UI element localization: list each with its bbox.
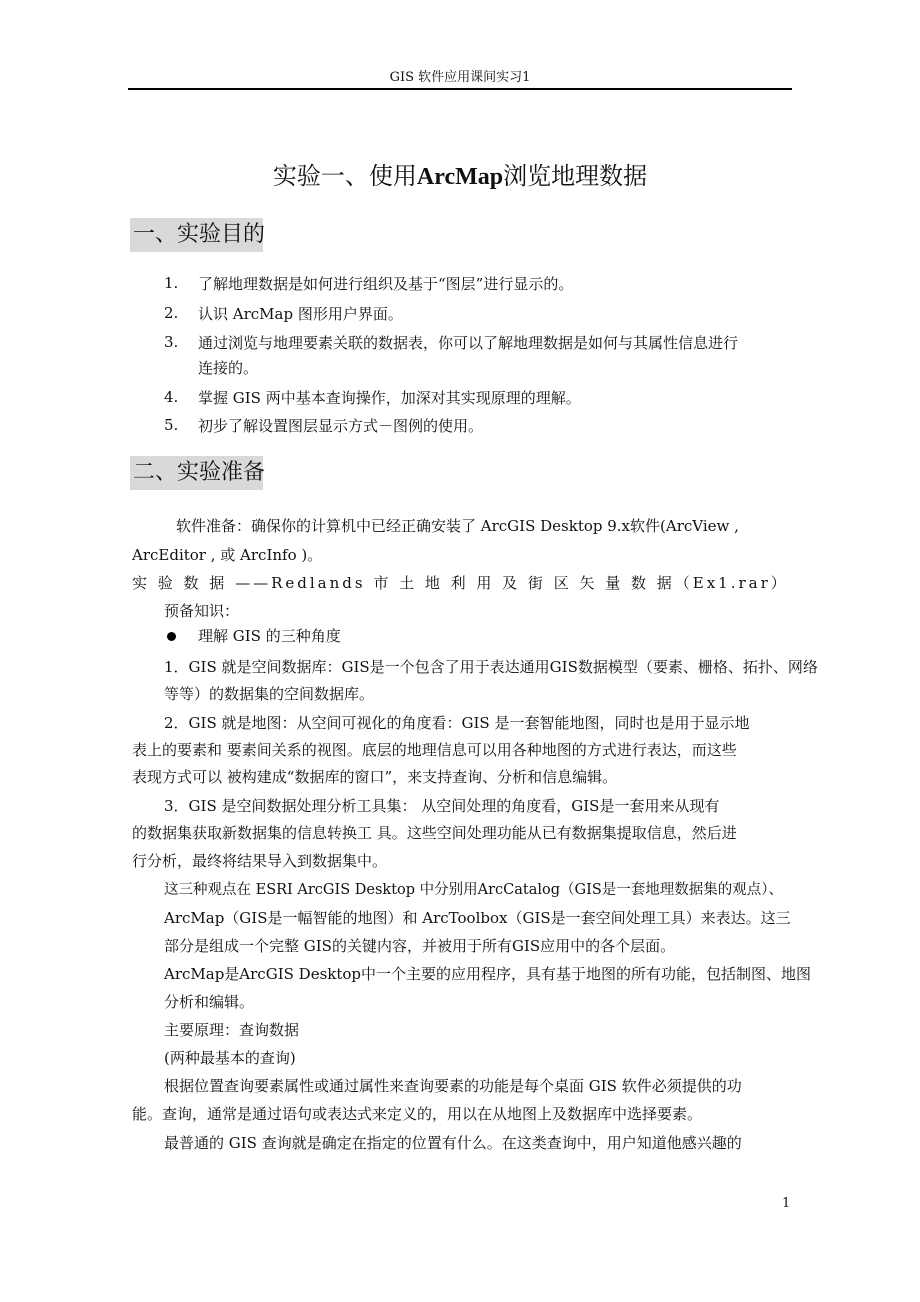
bullet-item: 理解 GIS 的三种角度 [198, 627, 341, 645]
bullet-icon [167, 632, 176, 641]
list-item-number: 1. [164, 274, 179, 292]
paragraph-line: 主要原理：查询数据 [164, 1021, 300, 1039]
list-item: 了解地理数据是如何进行组织及基于“图层”进行显示的。 [198, 275, 574, 293]
paragraph-line: 部分是组成一个完整 GIS的关键内容，并被用于所有GIS应用中的各个层面。 [164, 937, 676, 955]
paragraph-line: 能。查询，通常是通过语句或表达式来定义的，用以在从地图上及数据库中选择要素。 [132, 1105, 703, 1123]
running-header: GIS 软件应用课间实习1 [389, 70, 531, 85]
paragraph-line: 软件准备：确保你的计算机中已经正确安装了 ArcGIS Desktop 9.x软件(ArcView , [176, 517, 739, 535]
paragraph-line: 预备知识： [164, 602, 240, 620]
section-heading-1: 一、实验目的 [130, 218, 263, 252]
page-title [0, 156, 920, 191]
title-suffix: 浏览地理数据 [503, 162, 648, 190]
paragraph-line: 这三种观点在 ESRI ArcGIS Desktop 中分别用ArcCatalog（GIS是一套地理数据集的观点）、 [164, 882, 784, 898]
paragraph-line: 行分析，最终将结果导入到数据集中。 [132, 852, 388, 870]
paragraph-line: 的数据集获取新数据集的信息转换工 具。这些空间处理功能从已有数据集提取信息，然后进 [132, 824, 737, 842]
paragraph-line: 等等）的数据集的空间数据库。 [164, 685, 375, 703]
list-item: 认识 ArcMap 图形用户界面。 [198, 305, 403, 323]
list-item-number: 2. [164, 304, 179, 322]
paragraph-line: 实 验 数 据 ——Redlands 市 土 地 利 用 及 街 区 矢 量 数 据（Ex1.rar） [132, 574, 789, 592]
paragraph-line: 根据位置查询要素属性或通过属性来查询要素的功能是每个桌面 GIS 软件必须提供的功 [164, 1077, 742, 1095]
paragraph-line: 表现方式可以 被构建成“数据库的窗口”，来支持查询、分析和信息编辑。 [132, 768, 618, 786]
page-number: 1 [782, 1196, 791, 1211]
list-item-number: 4. [164, 388, 179, 406]
section-heading-2: 二、实验准备 [130, 456, 263, 490]
header-rule [128, 88, 792, 90]
paragraph-line: 分析和编辑。 [164, 993, 255, 1011]
list-item: 初步了解设置图层显示方式－图例的使用。 [198, 417, 484, 435]
paragraph-line: 1．GIS 就是空间数据库：GIS是一个包含了用于表达通用GIS数据模型（要素、栅格、拓扑、网络 [164, 658, 818, 676]
list-item-continuation: 连接的。 [198, 359, 259, 377]
paragraph-line: 3．GIS 是空间数据处理分析工具集： 从空间处理的角度看，GIS是一套用来从现有 [164, 797, 720, 815]
paragraph-line: ArcMap（GIS是一幅智能的地图）和 ArcToolbox（GIS是一套空间处理工具）来表达。这三 [164, 909, 791, 927]
paragraph-line: 表上的要素和 要素间关系的视图。底层的地理信息可以用各种地图的方式进行表达，而这些 [132, 741, 737, 759]
paragraph-line: 2．GIS 就是地图：从空间可视化的角度看：GIS 是一套智能地图，同时也是用于显示地 [164, 714, 750, 732]
title-bold: ArcMap [416, 164, 504, 190]
list-item: 掌握 GIS 两中基本查询操作，加深对其实现原理的理解。 [198, 389, 581, 407]
paragraph-line: ArcMap是ArcGIS Desktop中一个主要的应用程序，具有基于地图的所有功能，包括制图、地图 [164, 965, 812, 983]
paragraph-line: (两种最基本的查询) [164, 1049, 296, 1067]
list-item-number: 5. [164, 416, 179, 434]
list-item: 通过浏览与地理要素关联的数据表，你可以了解地理数据是如何与其属性信息进行 [198, 334, 739, 352]
list-item-number: 3. [164, 333, 179, 351]
title-prefix: 实验一、使用 [272, 162, 417, 190]
paragraph-line: 最普通的 GIS 查询就是确定在指定的位置有什么。在这类查询中，用户知道他感兴趣的 [164, 1134, 742, 1152]
paragraph-line: ArcEditor , 或 ArcInfo )。 [132, 546, 323, 564]
